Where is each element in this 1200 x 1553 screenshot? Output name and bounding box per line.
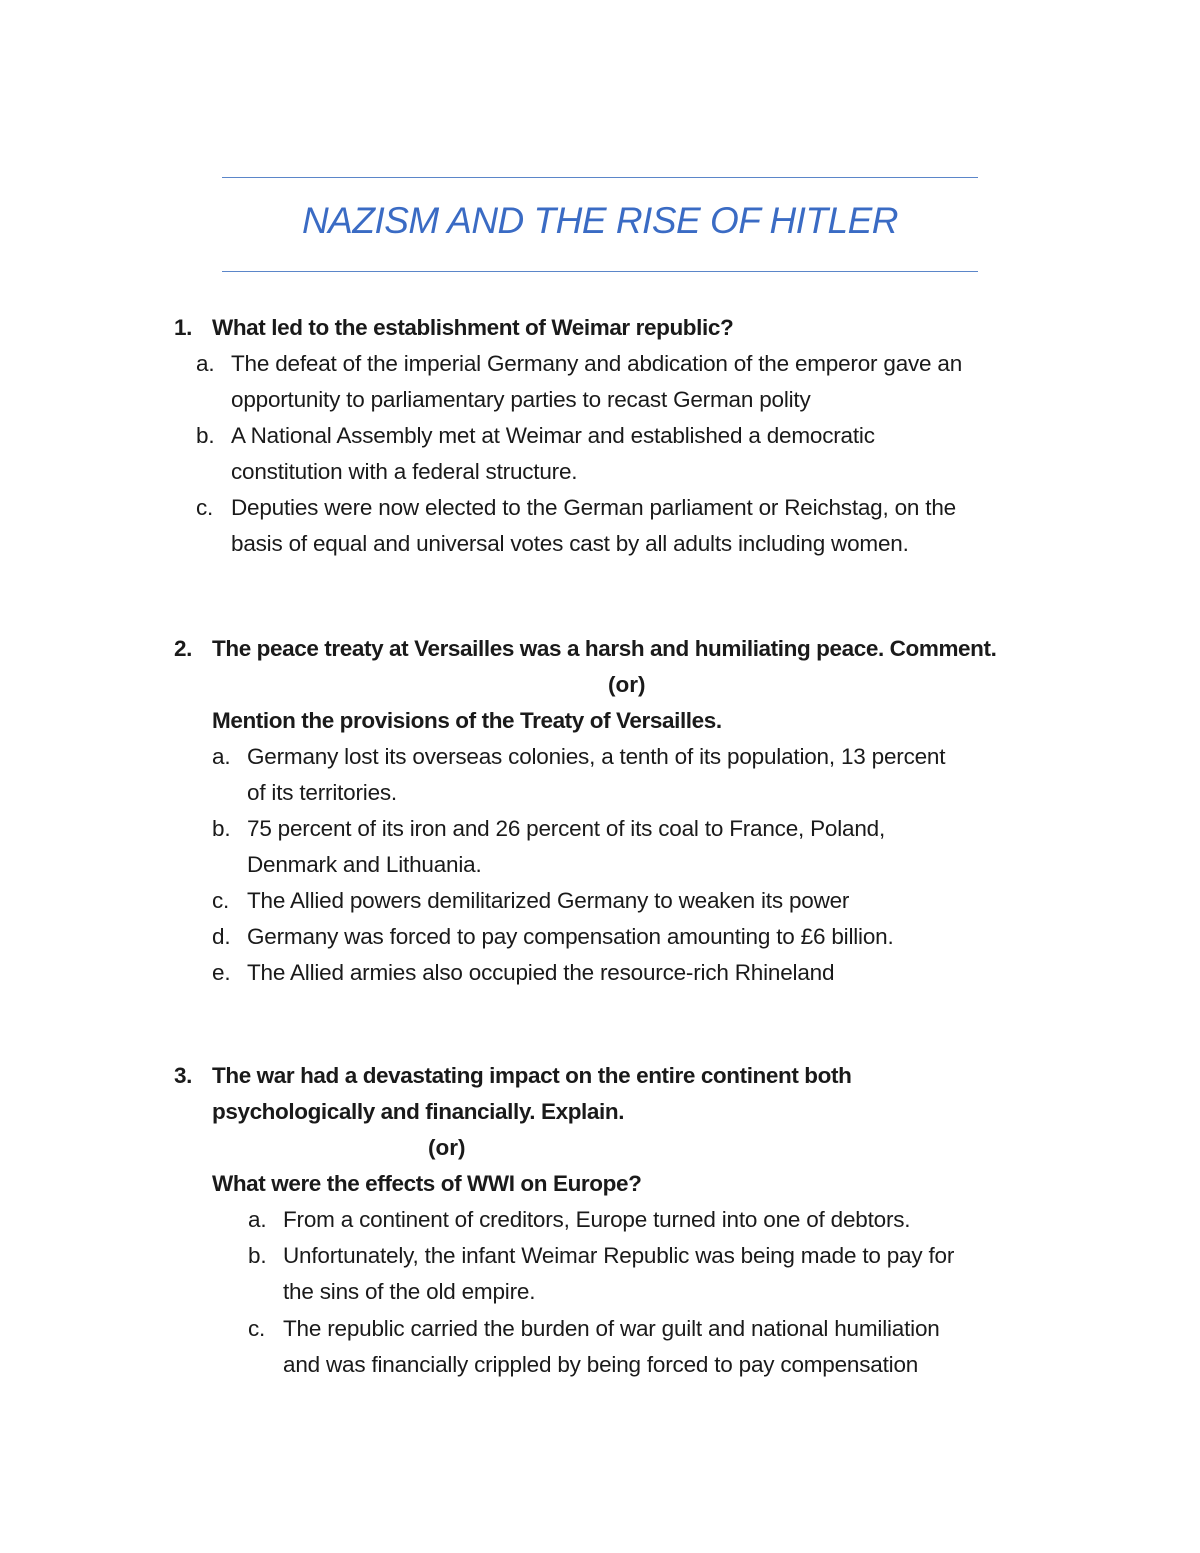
answer-line: opportunity to parliamentary parties to recast German polity <box>231 387 811 412</box>
title-rule-bottom <box>222 271 978 272</box>
answer-marker: b. <box>212 816 231 841</box>
title-rule-top <box>222 177 978 178</box>
answer-line: Deputies were now elected to the German parliament or Reichstag, on the <box>231 495 956 520</box>
or-separator: (or) <box>428 1135 466 1160</box>
answer-line: The defeat of the imperial Germany and abdication of the emperor gave an <box>231 351 963 376</box>
answer-line: The Allied armies also occupied the resource-rich Rhineland <box>247 960 835 985</box>
answer-marker: b. <box>248 1243 267 1268</box>
answer-item <box>248 1238 954 1310</box>
question-text-continued: psychologically and financially. Explain. <box>212 1099 625 1124</box>
question-text: What led to the establishment of Weimar republic? <box>212 315 734 340</box>
answer-line: of its territories. <box>247 780 397 805</box>
answer-item <box>196 346 962 418</box>
answer-item <box>212 811 885 883</box>
answer-item <box>248 1202 910 1238</box>
answer-marker: a. <box>212 744 231 769</box>
question-number: 2. <box>174 636 192 661</box>
answer-marker: c. <box>248 1316 266 1341</box>
answer-marker: e. <box>212 960 231 985</box>
page-title: NAZISM AND THE RISE OF HITLER <box>301 200 899 241</box>
or-separator: (or) <box>608 672 646 697</box>
question-number: 1. <box>174 315 192 340</box>
answer-line: constitution with a federal structure. <box>231 459 578 484</box>
answer-marker: a. <box>248 1207 267 1232</box>
alt-question-text: Mention the provisions of the Treaty of Versailles. <box>212 708 722 733</box>
answer-marker: c. <box>196 495 214 520</box>
question-text: The war had a devastating impact on the entire continent both <box>212 1063 852 1088</box>
answer-line: Germany lost its overseas colonies, a tenth of its population, 13 percent <box>247 744 946 769</box>
answer-item <box>248 1311 940 1383</box>
question-text: The peace treaty at Versailles was a harsh and humiliating peace. Comment. <box>212 636 997 661</box>
answer-line: A National Assembly met at Weimar and established a democratic <box>231 423 875 448</box>
answer-line: basis of equal and universal votes cast by all adults including women. <box>231 531 909 556</box>
answer-item <box>196 418 875 490</box>
answer-item <box>212 919 894 955</box>
answer-line: The republic carried the burden of war guilt and national humiliation <box>283 1316 940 1341</box>
answer-item <box>212 883 849 919</box>
answer-marker: d. <box>212 924 231 949</box>
answer-line: Germany was forced to pay compensation amounting to £6 billion. <box>247 924 894 949</box>
answer-line: The Allied powers demilitarized Germany to weaken its power <box>247 888 850 913</box>
answer-line: and was financially crippled by being forced to pay compensation <box>283 1352 919 1377</box>
alt-question-text: What were the effects of WWI on Europe? <box>212 1171 642 1196</box>
answer-item <box>212 955 834 991</box>
answer-line: Unfortunately, the infant Weimar Republic was being made to pay for <box>283 1243 955 1268</box>
answer-marker: b. <box>196 423 215 448</box>
answer-item <box>196 490 956 562</box>
answer-line: the sins of the old empire. <box>283 1279 536 1304</box>
answer-line: Denmark and Lithuania. <box>247 852 482 877</box>
answer-line: 75 percent of its iron and 26 percent of its coal to France, Poland, <box>247 816 886 841</box>
answer-marker: a. <box>196 351 215 376</box>
answer-line: From a continent of creditors, Europe turned into one of debtors. <box>283 1207 911 1232</box>
answer-marker: c. <box>212 888 230 913</box>
answer-item <box>212 739 945 811</box>
question-number: 3. <box>174 1063 192 1088</box>
